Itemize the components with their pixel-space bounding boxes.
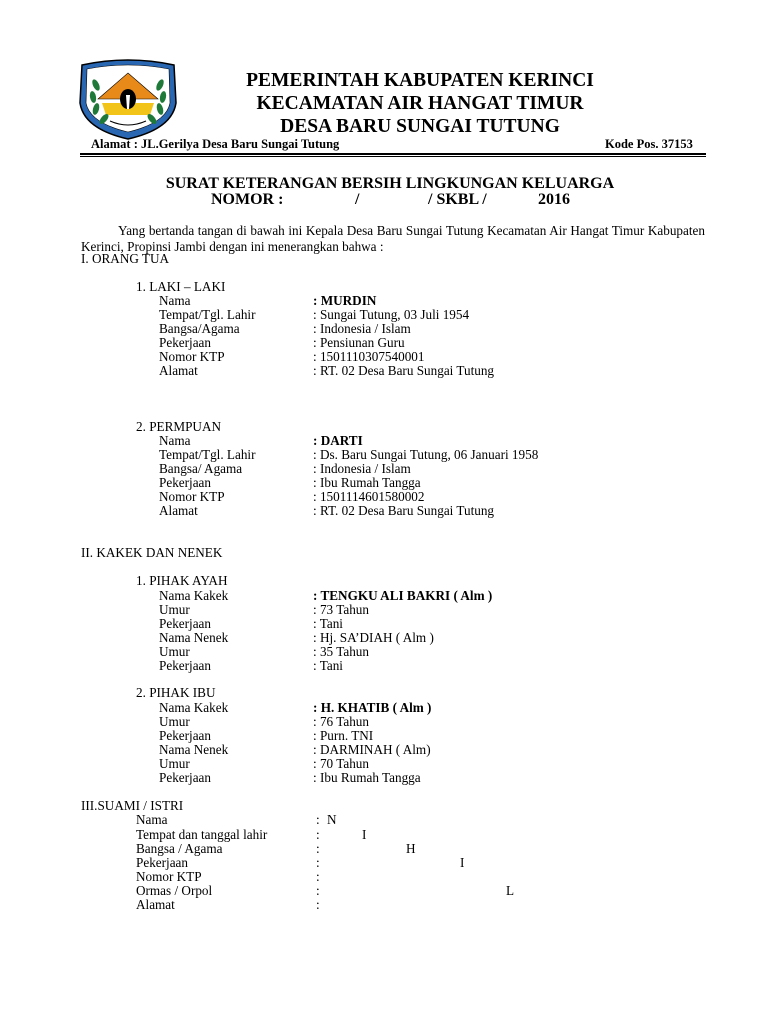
field-value: : 70 Tahun: [313, 756, 369, 771]
field-label: Pekerjaan: [159, 770, 211, 785]
field-colon: :: [316, 812, 320, 827]
field-label: Pekerjaan: [159, 728, 211, 743]
field-value: : DARMINAH ( Alm): [313, 742, 431, 757]
field-colon: :: [316, 841, 320, 856]
header-postal-code: Kode Pos. 37153: [605, 137, 693, 151]
field-value: : Tani: [313, 658, 343, 673]
nomor-year: 2016: [538, 191, 570, 208]
field-label: Alamat: [136, 897, 175, 912]
field-value: : Ibu Rumah Tangga: [313, 770, 421, 785]
subsection-heading: 2. PERMPUAN: [136, 419, 222, 434]
section-heading: III.SUAMI / ISTRI: [81, 798, 184, 813]
field-label: Nomor KTP: [159, 349, 225, 364]
field-value: I: [362, 827, 367, 842]
field-value: : TENGKU ALI BAKRI ( Alm ): [313, 588, 493, 603]
header-divider: [80, 153, 706, 155]
header-village: DESA BARU SUNGAI TUTUNG: [280, 116, 560, 137]
header-address: Alamat : JL.Gerilya Desa Baru Sungai Tutung: [91, 137, 340, 151]
field-value: : 76 Tahun: [313, 714, 369, 729]
letter-title: SURAT KETERANGAN BERSIH LINGKUNGAN KELUARGA: [165, 175, 615, 192]
field-value: : Sungai Tutung, 03 Juli 1954: [313, 307, 470, 322]
field-value: : RT. 02 Desa Baru Sungai Tutung: [313, 363, 495, 378]
field-value: : RT. 02 Desa Baru Sungai Tutung: [313, 503, 495, 518]
field-value: : Pensiunan Guru: [313, 335, 405, 350]
field-label: Nama Nenek: [159, 630, 229, 645]
subsection-heading: 1. PIHAK AYAH: [136, 573, 228, 588]
header-government: PEMERINTAH KABUPATEN KERINCI: [246, 70, 594, 91]
field-label: Pekerjaan: [136, 855, 188, 870]
field-label: Alamat: [159, 363, 198, 378]
field-value: : 35 Tahun: [313, 644, 369, 659]
field-label: Nomor KTP: [136, 869, 202, 884]
field-label: Nama Kakek: [159, 700, 229, 715]
subsection-heading: 2. PIHAK IBU: [136, 685, 216, 700]
field-value: : Indonesia / Islam: [313, 321, 411, 336]
field-value: : Ibu Rumah Tangga: [313, 475, 421, 490]
section-heading: II. KAKEK DAN NENEK: [81, 545, 223, 560]
field-label: Nama: [159, 433, 191, 448]
field-label: Bangsa/ Agama: [159, 461, 243, 476]
field-value: : Purn. TNI: [313, 728, 374, 743]
field-value: : Tani: [313, 616, 343, 631]
field-colon: :: [316, 855, 320, 870]
field-label: Umur: [159, 644, 190, 659]
field-label: Pekerjaan: [159, 616, 211, 631]
nomor-label: NOMOR :: [211, 191, 284, 208]
field-label: Nama Nenek: [159, 742, 229, 757]
section-heading: I. ORANG TUA: [81, 251, 170, 266]
field-label: Umur: [159, 756, 190, 771]
field-value: H: [406, 841, 416, 856]
field-label: Nama: [136, 812, 168, 827]
field-value: : 73 Tahun: [313, 602, 369, 617]
field-colon: :: [316, 827, 320, 842]
field-value: I: [460, 855, 465, 870]
intro-paragraph: Yang bertanda tangan di bawah ini Kepala Desa Baru Sungai Tutung Kecamatan Air Hangat Timur Kabupaten Kerinci, Propinsi Jambi dengan ini menerangkan bahwa :: [81, 223, 705, 254]
field-label: Tempat/Tgl. Lahir: [159, 447, 256, 462]
field-colon: :: [316, 869, 320, 884]
field-label: Ormas / Orpol: [136, 883, 213, 898]
field-label: Bangsa / Agama: [136, 841, 223, 856]
subsection-heading: 1. LAKI – LAKI: [136, 279, 226, 294]
field-label: Nama Kakek: [159, 588, 229, 603]
field-colon: :: [316, 897, 320, 912]
field-value: : DARTI: [313, 433, 363, 448]
field-value: : 1501110307540001: [313, 349, 425, 364]
field-label: Nomor KTP: [159, 489, 225, 504]
field-label: Tempat/Tgl. Lahir: [159, 307, 256, 322]
field-label: Tempat dan tanggal lahir: [136, 827, 268, 842]
field-value: : H. KHATIB ( Alm ): [313, 700, 432, 715]
field-label: Nama: [159, 293, 191, 308]
header-district: KECAMATAN AIR HANGAT TIMUR: [256, 93, 584, 114]
field-label: Umur: [159, 602, 190, 617]
nomor-code: / SKBL /: [428, 191, 487, 208]
field-value: : Hj. SA’DIAH ( Alm ): [313, 630, 434, 645]
field-label: Alamat: [159, 503, 198, 518]
field-label: Pekerjaan: [159, 335, 211, 350]
field-label: Pekerjaan: [159, 475, 211, 490]
header-divider-thin: [80, 156, 706, 157]
nomor-slash: /: [355, 191, 360, 208]
field-value: : MURDIN: [313, 293, 377, 308]
field-colon: :: [316, 883, 320, 898]
field-value: N: [327, 812, 337, 827]
field-label: Pekerjaan: [159, 658, 211, 673]
field-value: : Ds. Baru Sungai Tutung, 06 Januari 1958: [313, 447, 539, 462]
field-value: : 1501114601580002: [313, 489, 425, 504]
field-label: Bangsa/Agama: [159, 321, 240, 336]
field-value: : Indonesia / Islam: [313, 461, 411, 476]
field-value: L: [506, 883, 515, 898]
field-label: Umur: [159, 714, 190, 729]
